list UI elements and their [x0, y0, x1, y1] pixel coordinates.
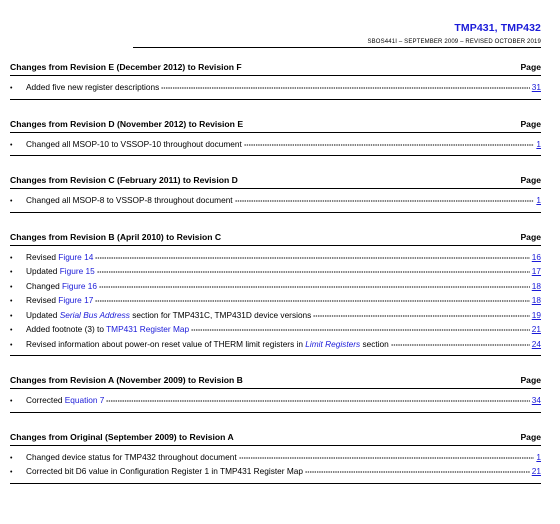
change-text-part: Updated: [26, 309, 60, 320]
change-item: [10, 322, 541, 337]
section-gap: [10, 356, 541, 371]
dot-leader: [244, 138, 535, 146]
page-number-link[interactable]: 1: [536, 138, 541, 149]
dot-leader: [191, 323, 530, 331]
change-item: [10, 393, 541, 408]
page-number-link[interactable]: 34: [531, 395, 541, 405]
section-reference-link[interactable]: Limit Registers: [305, 338, 361, 349]
change-item: [10, 250, 541, 265]
change-list: [10, 389, 541, 408]
section-header: [10, 115, 541, 133]
section-header: [10, 371, 541, 389]
change-item: [10, 337, 541, 352]
page-column-label: Page: [520, 175, 541, 185]
dot-leader: [305, 465, 530, 473]
section-gap: [10, 213, 541, 228]
bullet-icon: •: [10, 327, 13, 334]
section-header: [10, 58, 541, 76]
bullet-icon: •: [10, 283, 13, 291]
change-text: [26, 464, 303, 479]
section-title: Changes from Revision C (February 2011) to Revision D: [10, 175, 238, 185]
change-text: [26, 337, 389, 352]
change-item: [10, 193, 541, 208]
change-text: [26, 322, 189, 337]
revision-section: [10, 428, 541, 484]
change-text: [26, 264, 95, 279]
document-subtitle: SBOS441I – SEPTEMBER 2009 – REVISED OCTOBER 2019: [367, 39, 541, 45]
revision-section: [10, 171, 541, 213]
change-text: [26, 279, 97, 294]
page-number-link[interactable]: 17: [531, 266, 541, 276]
page-number-link[interactable]: 1: [536, 451, 541, 462]
change-list: [10, 246, 541, 352]
section-title: Changes from Revision B (April 2010) to Revision C: [10, 231, 222, 242]
page-number-link[interactable]: 18: [531, 295, 541, 305]
change-list: [10, 446, 541, 479]
section-gap: [10, 100, 541, 115]
page-number-link[interactable]: 21: [531, 324, 541, 334]
change-text-part: Updated: [26, 266, 60, 276]
page-number-link[interactable]: 31: [531, 82, 541, 92]
change-text: [26, 450, 237, 465]
change-list: [10, 76, 541, 95]
revision-section: [10, 58, 541, 100]
change-text-part: Corrected: [26, 395, 65, 405]
cross-reference-link[interactable]: Figure 14: [58, 251, 94, 262]
dot-leader: [95, 251, 529, 259]
change-text-part: Added five new register descriptions: [26, 82, 160, 92]
dot-leader: [95, 294, 529, 302]
change-text-part: Revised: [26, 295, 59, 305]
section-gap: [10, 413, 541, 428]
change-text: [26, 393, 104, 408]
section-header: [10, 428, 541, 446]
bullet-icon: •: [10, 341, 13, 349]
change-text-part: Changed device status for TMP432 throughout document: [26, 451, 237, 462]
change-text-part: Changed: [26, 280, 62, 291]
change-text: [26, 250, 93, 265]
change-item: [10, 137, 541, 152]
page-number-link[interactable]: 24: [531, 338, 541, 349]
page-column-label: Page: [520, 375, 541, 385]
change-text: [26, 80, 159, 95]
dot-leader: [106, 394, 529, 402]
change-text-part: section: [360, 338, 389, 349]
dot-leader: [235, 194, 535, 202]
bullet-icon: •: [10, 198, 13, 205]
change-item: [10, 308, 541, 323]
page-number-link[interactable]: 1: [536, 195, 541, 205]
page-column-label: Page: [520, 431, 541, 442]
dot-leader: [313, 309, 529, 317]
section-title: Changes from Original (September 2009) to Revision A: [10, 431, 234, 442]
change-text-part: Revised information about power-on reset value of THERM limit registers in: [26, 338, 306, 349]
document-title[interactable]: TMP431, TMP432: [454, 22, 541, 34]
change-item: [10, 464, 541, 479]
page-number-link[interactable]: 21: [531, 466, 541, 476]
revision-history: [10, 58, 541, 484]
bullet-icon: •: [10, 269, 13, 276]
change-text: [26, 293, 93, 308]
section-bottom-rule: [10, 483, 541, 484]
page-column-label: Page: [520, 62, 541, 72]
section-title: Changes from Revision E (December 2012) to Revision F: [10, 62, 242, 72]
change-item: [10, 293, 541, 308]
bullet-icon: •: [10, 254, 13, 262]
revision-section: [10, 371, 541, 413]
cross-reference-link[interactable]: TMP431 Register Map: [106, 324, 190, 334]
dot-leader: [161, 81, 529, 89]
section-title: Changes from Revision D (November 2012) to Revision E: [10, 118, 244, 129]
cross-reference-link[interactable]: Figure 16: [61, 280, 98, 291]
section-reference-link[interactable]: Serial Bus Address: [59, 309, 130, 320]
bullet-icon: •: [10, 85, 13, 92]
bullet-icon: •: [10, 398, 13, 405]
change-text-part: Added footnote (3) to: [26, 324, 107, 334]
bullet-icon: •: [10, 312, 13, 320]
change-text-part: Revised: [26, 251, 59, 262]
change-item: [10, 450, 541, 465]
change-text-part: Changed all MSOP-8 to VSSOP-8 throughout document: [26, 195, 233, 205]
document-header: [454, 22, 541, 34]
page-column-label: Page: [520, 118, 541, 129]
bullet-icon: •: [10, 141, 13, 149]
change-text: [26, 193, 233, 208]
change-item: [10, 279, 541, 294]
bullet-icon: •: [10, 469, 13, 476]
change-text-part: Corrected bit D6 value in Configuration Register 1 in TMP431 Register Map: [26, 466, 304, 476]
change-list: [10, 189, 541, 208]
change-text: [26, 137, 242, 152]
cross-reference-link[interactable]: Figure 15: [59, 266, 95, 276]
dot-leader: [239, 451, 535, 459]
page-number-link[interactable]: 16: [531, 251, 541, 262]
dot-leader: [97, 265, 530, 273]
header-rule: [133, 47, 541, 48]
cross-reference-link[interactable]: Equation 7: [64, 395, 105, 405]
section-header: [10, 171, 541, 189]
change-list: [10, 133, 541, 152]
change-item: [10, 264, 541, 279]
cross-reference-link[interactable]: Figure 17: [58, 295, 94, 305]
revision-section: [10, 228, 541, 357]
section-title: Changes from Revision A (November 2009) to Revision B: [10, 375, 243, 385]
dot-leader: [391, 338, 530, 346]
bullet-icon: •: [10, 454, 13, 462]
change-text-part: section for TMP431C, TMP431D device versions: [129, 309, 312, 320]
change-text: [26, 308, 311, 323]
section-gap: [10, 156, 541, 171]
bullet-icon: •: [10, 298, 13, 305]
page-column-label: Page: [520, 231, 541, 242]
page-number-link[interactable]: 19: [531, 309, 541, 320]
change-text-part: Changed all MSOP-10 to VSSOP-10 throughout document: [26, 138, 242, 149]
revision-section: [10, 115, 541, 157]
section-header: [10, 228, 541, 246]
change-item: [10, 80, 541, 95]
dot-leader: [99, 280, 530, 288]
page-number-link[interactable]: 18: [531, 280, 541, 291]
